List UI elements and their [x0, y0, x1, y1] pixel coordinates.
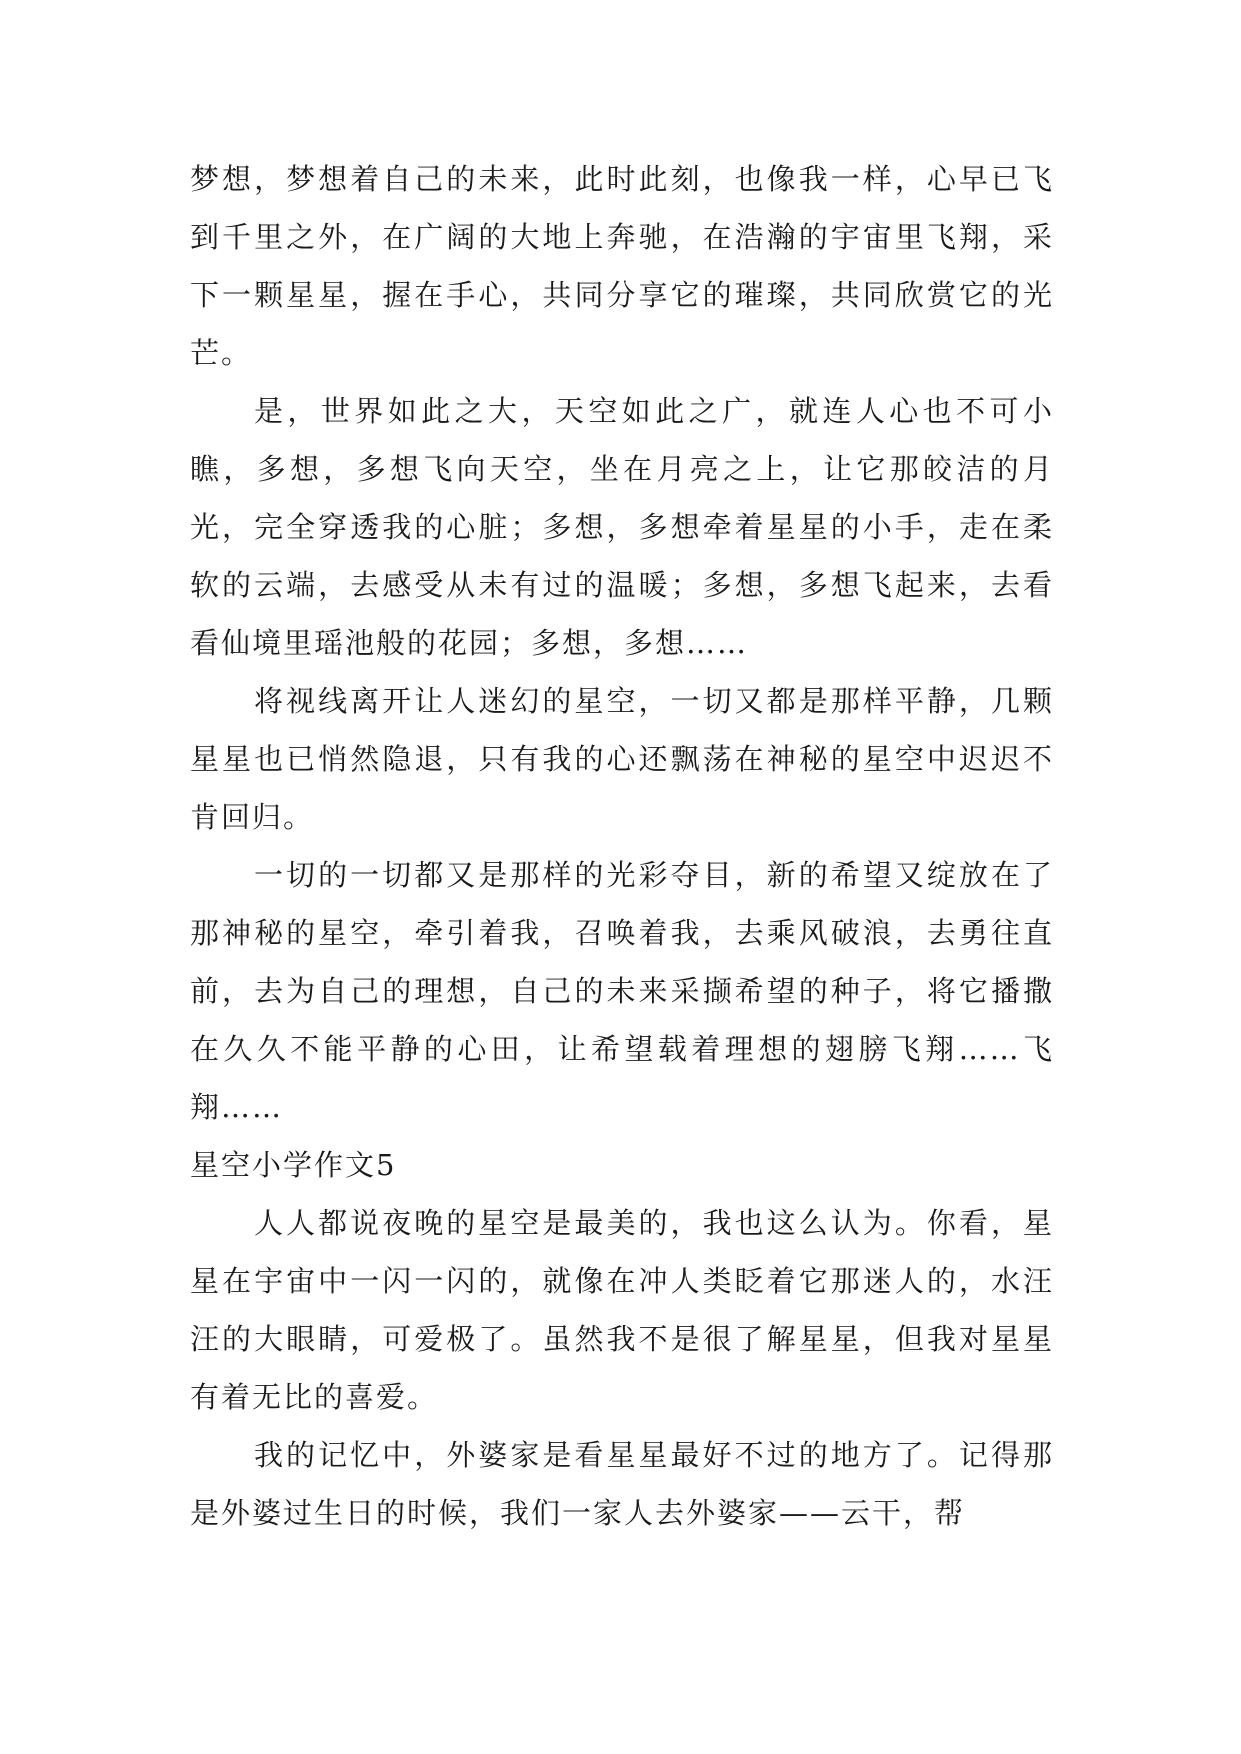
paragraph: 将视线离开让人迷幻的星空，一切又都是那样平静，几颗星星也已悄然隐退，只有我的心还飘荡在神秘的星空中迟迟不肯回归。 — [190, 684, 1054, 834]
paragraph: 是，世界如此之大，天空如此之广，就连人心也不可小瞧，多想，多想飞向天空，坐在月亮之上，让它那皎洁的月光，完全穿透我的心脏；多想，多想牵着星星的小手，走在柔软的云端，去感受从未有过的温暖；多想，多想飞起来，去看看仙境里瑶池般的花园；多想，多想…… — [190, 394, 1054, 660]
paragraph: 梦想，梦想着自己的未来，此时此刻，也像我一样，心早已飞到千里之外，在广阔的大地上奔驰，在浩瀚的宇宙里飞翔，采下一颗星星，握在手心，共同分享它的璀璨，共同欣赏它的光芒。 — [190, 162, 1054, 370]
section-heading: 星空小学作文5 — [190, 1148, 397, 1182]
paragraph: 人人都说夜晚的星空是最美的，我也这么认为。你看，星星在宇宙中一闪一闪的，就像在冲人类眨着它那迷人的，水汪汪的大眼睛，可爱极了。虽然我不是很了解星星，但我对星星有着无比的喜爱。 — [190, 1206, 1054, 1414]
paragraph: 一切的一切都又是那样的光彩夺目，新的希望又绽放在了那神秘的星空，牵引着我，召唤着我，去乘风破浪，去勇往直前，去为自己的理想，自己的未来采撷希望的种子，将它播撒在久久不能平静的心田，让希望载着理想的翅膀飞翔……飞翔…… — [190, 858, 1054, 1124]
paragraph: 我的记忆中，外婆家是看星星最好不过的地方了。记得那是外婆过生日的时候，我们一家人去外婆家——云干，帮 — [190, 1438, 1054, 1530]
document-page — [190, 150, 1054, 1542]
